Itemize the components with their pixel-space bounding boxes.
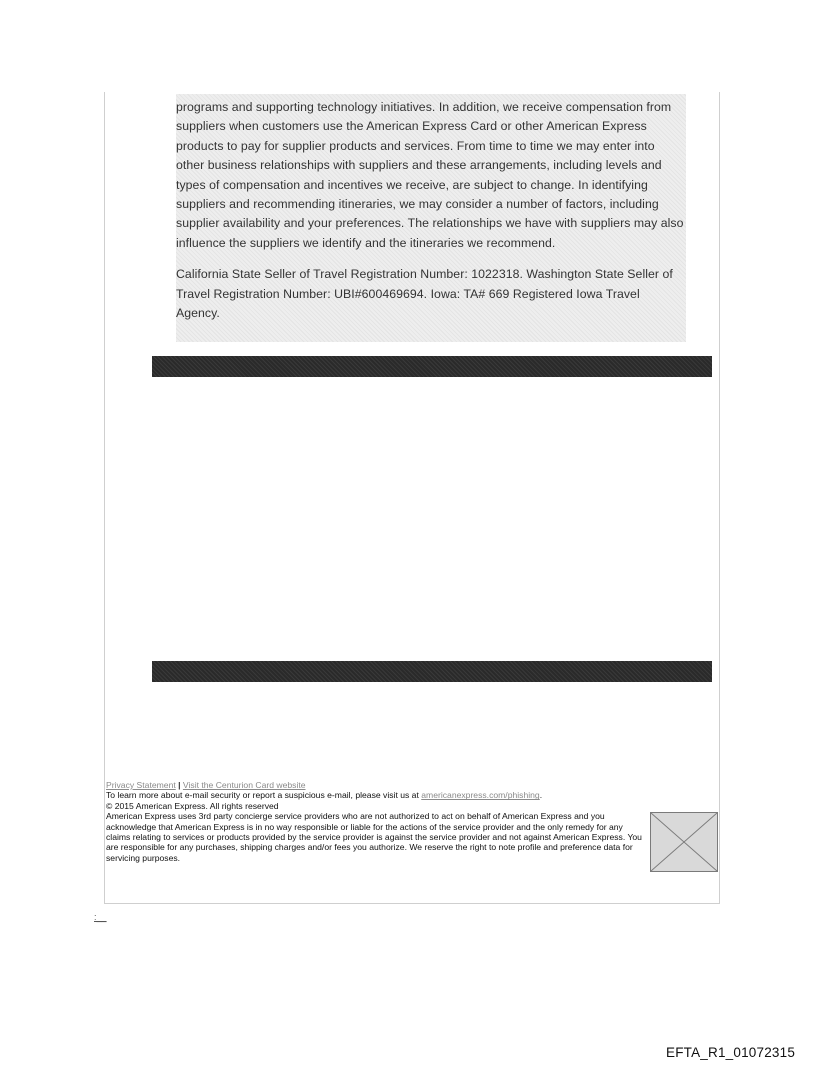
disclosure-paragraph-compensation: programs and supporting technology initiatives. In addition, we receive compensation from suppliers when customers use the American Express Card or other American Express products to pay for supplier products and services. From time to time we may enter into other business relationships with suppliers and these arrangements, including levels and types of compensation and incentives we receive, are subject to change. In identifying suppliers and recommending itineraries, we may consider a number of factors, including supplier availability and your preferences. The relationships we have with suppliers may also influence the suppliers we identify and the itineraries we recommend. [176, 100, 684, 250]
copyright-text: © 2015 American Express. All rights reserved [106, 800, 279, 811]
link-separator: | [178, 780, 181, 790]
disclosure-paragraph-registration: California State Seller of Travel Registration Number: 1022318. Washington State Seller of Travel Registration Number: UBI#600469694. Iowa: TA# 669 Registered Iowa Travel Agency. [176, 267, 673, 321]
phishing-link[interactable]: americanexpress.com/phishing [421, 790, 540, 801]
centurion-website-link[interactable]: Visit the Centurion Card website [182, 780, 306, 790]
stray-mark: :__ [94, 912, 107, 922]
security-line [106, 790, 718, 800]
supplier-disclosure-box [176, 94, 686, 342]
email-footer [106, 780, 718, 863]
divider-bar-top [152, 356, 712, 377]
broken-image-icon [650, 812, 718, 872]
divider-bar-bottom [152, 661, 712, 682]
security-text: To learn more about e-mail security or report a suspicious e-mail, please visit us at [106, 790, 419, 801]
privacy-statement-link[interactable]: Privacy Statement [106, 780, 176, 790]
security-period: . [539, 790, 543, 801]
footer-links [106, 780, 718, 790]
concierge-notice: American Express uses 3rd party concierge service providers who are not authorized to act on behalf of American Express and you acknowledge that American Express is in no way responsible or liable for the actions of the service provider and the only remedy for any claims relating to services or products provided by the service provider is against the service provider and not against American Express. You are responsible for any purchases, shipping charges and/or fees you authorize. We reserve the right to note profile and preference data for servicing purposes. [106, 811, 642, 863]
document-id: EFTA_R1_01072315 [666, 1045, 796, 1060]
